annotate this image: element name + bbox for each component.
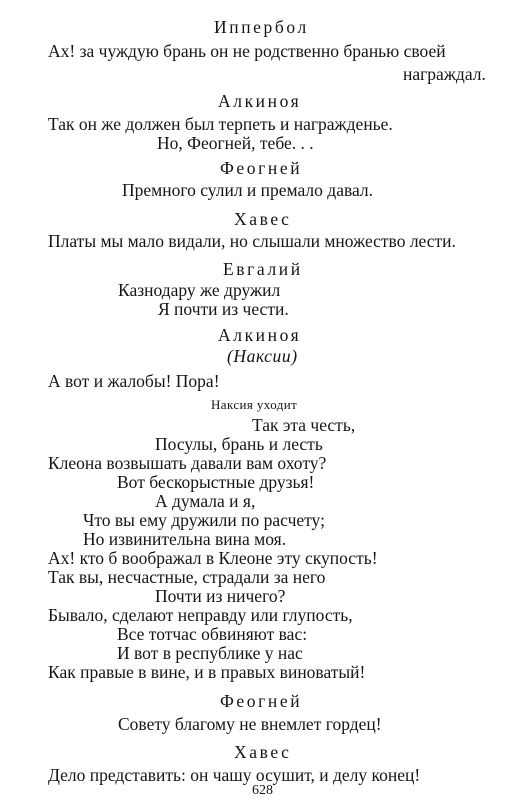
speaker-name: Евгалий [223,259,303,279]
verse-line: Так эта честь, [252,415,356,435]
speaker-name: Хавес [234,209,292,229]
verse-line: Бывало, сделают неправду или глупость, [48,605,353,625]
page-number: 628 [252,783,273,798]
verse-line: Совету благому не внемлет гордец! [118,714,382,734]
stage-direction: Наксия уходит [211,397,298,412]
speaker-name: Феогней [220,691,303,711]
verse-line: Премного сулил и премало давал. [122,180,374,200]
verse-line: Клеона возвышать давали вам охоту? [48,453,327,473]
verse-line: Казнодару же дружил [118,280,281,300]
verse-line: Как правые в вине, и в правых виноватый! [48,662,366,682]
verse-line: Но извинительна вина моя. [83,529,287,549]
verse-line: награждал. [403,64,486,84]
verse-line: Почти из ничего? [155,586,286,606]
verse-line: Так он же должен был терпеть и награжденье. [48,114,393,134]
speaker-name: Иппербол [214,17,309,37]
stage-aside: (Наксии) [227,346,298,366]
verse-line: Платы мы мало видали, но слышали множество лести. [48,231,456,251]
verse-line: Я почти из чести. [158,299,289,319]
verse-line: Но, Феогней, тебе. . . [157,133,314,153]
verse-line: Ах! за чуждую брань он не родственно бранью своей [48,41,446,61]
verse-line: Ах! кто б воображал в Клеоне эту скупость! [48,548,378,568]
verse-line: Вот бескорыстные друзья! [117,472,315,492]
verse-line: И вот в республике у нас [117,643,303,663]
speaker-name: Алкиноя [218,325,302,345]
verse-line: Что вы ему дружили по расчету; [83,510,325,530]
verse-line: Так вы, несчастные, страдали за него [48,567,326,587]
speaker-name: Алкиноя [218,91,302,111]
speaker-name: Феогней [220,158,303,178]
verse-line: А думала и я, [155,491,256,511]
verse-line: Все тотчас обвиняют вас: [117,624,308,644]
verse-line: Дело представить: он чашу осушит, и делу конец! [48,765,421,785]
verse-line: Посулы, брань и лесть [155,434,323,454]
speaker-name: Хавес [234,742,292,762]
verse-line: А вот и жалобы! Пора! [48,371,220,391]
